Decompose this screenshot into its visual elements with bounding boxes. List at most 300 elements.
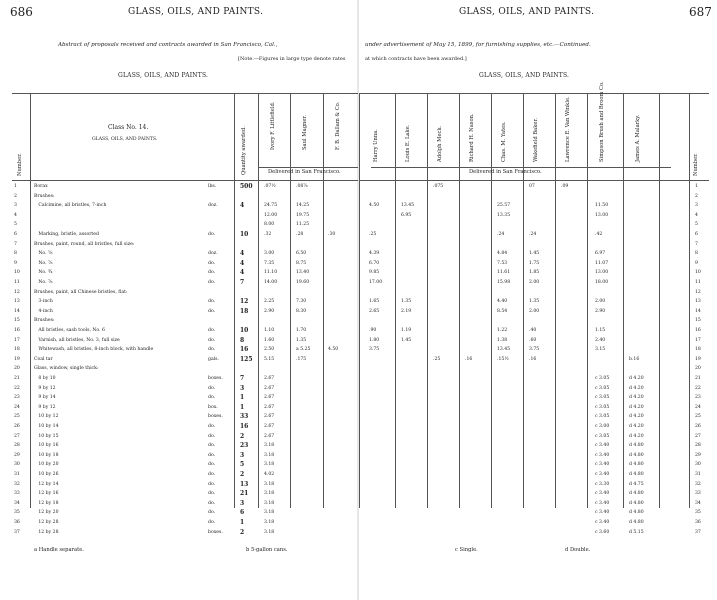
row-quantity: 16 <box>240 346 249 354</box>
row-unit: do. <box>208 443 216 449</box>
row-bid-1: 3.18 <box>264 481 275 487</box>
table-row <box>0 491 358 496</box>
row-bid-2: 1.35 <box>296 337 307 343</box>
row-bid-2: 6.50 <box>296 251 307 257</box>
row-bid: 4.39 <box>369 251 380 257</box>
row-item: 10 by 20 <box>34 462 59 468</box>
row-number: 15 <box>695 318 701 324</box>
row-bid-2: 14.25 <box>296 203 310 209</box>
row-bid: 1.35 <box>529 299 540 305</box>
row-bid: .25 <box>369 232 377 237</box>
row-number: 31 <box>695 472 701 477</box>
table-row <box>0 222 358 227</box>
row-bid-3: 4.50 <box>328 347 339 353</box>
table-row <box>359 309 717 314</box>
row-bid: 17.00 <box>369 280 383 285</box>
row-quantity: 3 <box>240 499 245 507</box>
table-row <box>0 530 358 535</box>
row-number: 27 <box>14 433 20 439</box>
row-quantity: 6 <box>240 509 245 517</box>
row-number: 37 <box>14 529 20 535</box>
row-number: 3 <box>695 203 698 209</box>
row-number: 27 <box>695 433 701 439</box>
table-row <box>359 213 717 218</box>
row-bid: d 4.20 <box>629 414 644 420</box>
row-bid: d 4.80 <box>629 462 644 468</box>
table-row <box>359 482 717 487</box>
row-bid: c 3.40 <box>595 452 610 458</box>
row-bid: .24 <box>529 232 537 237</box>
row-bid: 1.45 <box>401 337 412 343</box>
row-number: 18 <box>695 347 701 353</box>
row-quantity: 5 <box>240 461 245 469</box>
row-bid: .24 <box>497 232 505 237</box>
row-bid: .40 <box>529 328 537 333</box>
table-row <box>359 261 717 266</box>
row-bid: c 3.05 <box>595 395 610 401</box>
row-bid-1: 2.67 <box>264 433 275 439</box>
table-row <box>359 414 717 419</box>
row-number: 26 <box>695 424 701 429</box>
table-row <box>359 453 717 458</box>
right-page <box>359 0 717 600</box>
table-row <box>0 520 358 525</box>
row-unit: do. <box>208 433 216 439</box>
row-unit: do. <box>208 308 216 314</box>
bidder-4: Richard H. Nason. <box>469 113 475 162</box>
subhead: GLASS, OILS, AND PAINTS. <box>479 72 570 79</box>
row-bid: d 4.80 <box>629 491 644 497</box>
table-row <box>359 366 717 371</box>
row-number: 35 <box>695 510 701 516</box>
row-bid: d 4.20 <box>629 376 644 381</box>
row-unit: do. <box>208 299 216 305</box>
bidder-1: Harry Unna. <box>373 129 379 162</box>
row-item: Brushes, paint, all Chinese bristles, flat: <box>34 289 128 295</box>
row-bid-1: 8.00 <box>264 222 275 228</box>
row-bid-1: 5.15 <box>264 356 275 362</box>
row-unit: do. <box>208 347 216 353</box>
table-row <box>0 299 358 304</box>
row-bid: 2.90 <box>595 308 606 314</box>
row-number: 17 <box>695 337 701 343</box>
row-bid-1: 2.67 <box>264 385 275 391</box>
row-number: 20 <box>695 366 701 372</box>
bidder-8: Simpson Brush and Broom Co. <box>599 81 605 162</box>
row-bid: d 4.80 <box>629 520 644 525</box>
row-bid: .075 <box>433 184 444 189</box>
row-bid: 4.84 <box>497 251 508 257</box>
row-number: 30 <box>14 462 20 468</box>
row-bid-1: 12.00 <box>264 212 278 218</box>
table-row <box>0 472 358 477</box>
row-number: 36 <box>14 520 20 525</box>
row-bid: 13.45 <box>401 203 415 209</box>
row-number: 31 <box>14 472 20 477</box>
row-bid-1: 2.67 <box>264 376 275 381</box>
row-number: 10 <box>695 270 701 276</box>
table-row <box>0 357 358 362</box>
row-number: 29 <box>14 452 20 458</box>
bidder-3: F. B. Dallam & Co. <box>335 101 341 150</box>
page-number: 686 <box>10 5 33 19</box>
row-bid: 2.65 <box>369 308 380 314</box>
row-bid: 3.75 <box>529 347 540 353</box>
row-bid: c 3.40 <box>595 491 610 497</box>
row-bid: c 3.05 <box>595 385 610 391</box>
row-number: 4 <box>14 212 17 218</box>
row-quantity: 10 <box>240 327 249 334</box>
table-row <box>0 309 358 314</box>
row-bid: 1.45 <box>529 251 540 257</box>
row-bid: d 4.20 <box>629 424 644 429</box>
row-quantity: 500 <box>240 183 253 190</box>
row-quantity: 16 <box>240 423 249 430</box>
table-row <box>359 395 717 400</box>
row-item: Whitewash, all bristles, 8-inch block, with handle <box>34 347 154 353</box>
row-number: 32 <box>14 481 20 487</box>
row-bid-2: 19.75 <box>296 212 310 218</box>
row-bid: 6.95 <box>401 212 412 218</box>
bidder-7: Lawrence E. Van Winkle. <box>565 96 571 162</box>
row-unit: do. <box>208 328 216 333</box>
row-number: 20 <box>14 366 20 372</box>
row-bid: d 4.75 <box>629 481 644 487</box>
row-quantity: 7 <box>240 279 245 286</box>
table-row <box>359 299 717 304</box>
table-row <box>0 194 358 199</box>
row-bid: 1.19 <box>401 328 412 333</box>
row-bid-1: 3.18 <box>264 529 275 535</box>
row-bid-1: 2.90 <box>264 308 275 314</box>
row-bid-1: 2.67 <box>264 424 275 429</box>
row-bid: 2.40 <box>595 337 606 343</box>
row-number: 17 <box>14 337 20 343</box>
table-row <box>359 232 717 237</box>
row-bid-3: .30 <box>328 232 336 237</box>
col-quantity: Quantity awarded. <box>241 126 247 175</box>
row-number: 1 <box>695 184 698 189</box>
row-item: 9 by 12 <box>34 385 56 391</box>
row-bid-1: 2.67 <box>264 414 275 420</box>
row-number: 15 <box>14 318 20 324</box>
row-bid: c 3.05 <box>595 404 610 410</box>
caption: under advertisement of May 15, 1899, for furnishing supplies, etc.—Continued. <box>365 42 591 48</box>
row-number: 26 <box>14 424 20 429</box>
row-bid: 11.07 <box>595 260 609 266</box>
col-number: Number. <box>17 153 23 176</box>
row-bid-1: 11.10 <box>264 270 278 276</box>
row-bid: 15.98 <box>497 280 511 285</box>
row-item: 10 by 16 <box>34 443 59 449</box>
row-number: 35 <box>14 510 20 516</box>
row-bid: 2.00 <box>595 299 606 305</box>
table-row <box>359 472 717 477</box>
row-bid: 07 <box>529 184 535 189</box>
row-quantity: 18 <box>240 307 249 315</box>
row-number: 12 <box>14 289 20 295</box>
row-number: 8 <box>14 251 17 257</box>
row-bid-1: 3.18 <box>264 500 275 506</box>
row-number: 34 <box>695 500 701 506</box>
table-row <box>359 194 717 199</box>
row-bid: .16 <box>465 356 473 362</box>
table-row <box>359 501 717 506</box>
table-row <box>0 424 358 429</box>
row-item: Calcimine, all bristles, 7-inch <box>34 203 107 209</box>
row-item: Glass, window, single thick: <box>34 366 99 372</box>
row-bid: 6.97 <box>595 251 606 257</box>
table-row <box>0 482 358 487</box>
row-number: 11 <box>14 280 20 285</box>
class-title: Class No. 14. <box>108 124 149 131</box>
row-quantity: 2 <box>240 432 245 440</box>
table-row <box>0 376 358 381</box>
table-row <box>359 443 717 448</box>
row-unit: do. <box>208 491 216 497</box>
row-unit: do. <box>208 500 216 506</box>
row-number: 32 <box>695 481 701 487</box>
row-unit: do. <box>208 462 216 468</box>
row-bid-2: .175 <box>296 356 307 362</box>
row-item: 12 by 28 <box>34 529 59 535</box>
row-quantity: 7 <box>240 375 245 382</box>
row-bid: d 4.20 <box>629 433 644 439</box>
row-bid-2: 13.40 <box>296 270 310 276</box>
row-item: 12 by 16 <box>34 491 59 497</box>
table-row <box>359 462 717 467</box>
row-bid-1: 3.18 <box>264 491 275 497</box>
row-bid-2: .28 <box>296 232 304 237</box>
row-bid: c 3.00 <box>595 424 610 429</box>
row-item: 12 by 18 <box>34 500 59 506</box>
row-bid-1: 14.00 <box>264 280 278 285</box>
row-bid: d 4.80 <box>629 500 644 506</box>
row-bid: 6.70 <box>369 260 380 266</box>
table-row <box>0 434 358 439</box>
row-item: 9 by 12 <box>34 404 56 410</box>
row-number: 33 <box>695 491 701 497</box>
row-bid: 13.45 <box>497 347 511 353</box>
table-row <box>0 328 358 333</box>
row-number: 2 <box>14 193 17 199</box>
bidder-9: James A. Malarky. <box>635 114 641 162</box>
row-item: No. ¾ <box>34 270 53 276</box>
row-bid: .42 <box>595 232 603 237</box>
row-unit: do. <box>208 510 216 516</box>
row-quantity: 13 <box>240 480 249 488</box>
row-bid-1: 2.25 <box>264 299 275 305</box>
table-row <box>359 290 717 295</box>
table-row <box>359 530 717 535</box>
row-bid-1: 7.35 <box>264 260 275 266</box>
row-number: 12 <box>695 289 701 295</box>
row-bid-1: 1.60 <box>264 337 275 343</box>
row-unit: do. <box>208 424 216 429</box>
row-bid-1: 3.18 <box>264 510 275 516</box>
row-bid: .09 <box>561 184 569 189</box>
table-row <box>0 395 358 400</box>
table-row <box>359 405 717 410</box>
row-quantity: 33 <box>240 413 249 421</box>
row-bid: c 3.40 <box>595 472 610 477</box>
row-bid-2: 8.75 <box>296 260 307 266</box>
table-row <box>0 347 358 352</box>
row-bid: 1.22 <box>497 328 508 333</box>
row-bid: d 4.80 <box>629 452 644 458</box>
row-number: 34 <box>14 500 20 506</box>
row-bid: c 3.40 <box>595 510 610 516</box>
table-row <box>0 290 358 295</box>
table-top-rule <box>12 93 358 94</box>
row-number: 23 <box>695 395 701 401</box>
table-row <box>0 462 358 467</box>
row-number: 1 <box>14 184 17 189</box>
row-number: 28 <box>14 443 20 449</box>
row-bid-2: 19.60 <box>296 280 310 285</box>
row-quantity: 125 <box>240 355 253 363</box>
row-bid: d 4.20 <box>629 395 644 401</box>
row-number: 25 <box>14 414 20 420</box>
table-row <box>0 453 358 458</box>
row-number: 7 <box>14 241 17 247</box>
row-item: No. ⅞ <box>34 260 53 266</box>
row-bid-1: 2.67 <box>264 395 275 401</box>
row-number: 28 <box>695 443 701 449</box>
row-bid-1: 24.75 <box>264 203 278 209</box>
row-number: 33 <box>14 491 20 497</box>
table-row <box>359 434 717 439</box>
row-quantity: 4 <box>240 202 245 210</box>
row-number: 7 <box>695 241 698 247</box>
table-row <box>0 405 358 410</box>
row-number: 19 <box>695 356 701 362</box>
row-number: 19 <box>14 356 20 362</box>
table-row <box>359 222 717 227</box>
row-unit: gals. <box>208 356 219 362</box>
row-bid: 13.00 <box>595 212 609 218</box>
row-quantity: 4 <box>240 269 245 277</box>
row-unit: boxes. <box>208 529 223 535</box>
row-bid: d 4.80 <box>629 443 644 449</box>
row-bid: 4.50 <box>369 203 380 209</box>
delivered-label: Delivered in San Francisco. <box>268 169 341 175</box>
row-quantity: 1 <box>240 394 245 402</box>
table-row <box>0 261 358 266</box>
row-bid: .16 <box>529 356 537 362</box>
row-unit: do. <box>208 260 216 266</box>
row-bid: d 4.20 <box>629 385 644 391</box>
row-bid: 8.54 <box>497 308 508 314</box>
row-bid: 18.00 <box>595 280 609 285</box>
row-quantity: 10 <box>240 231 249 238</box>
row-quantity: 2 <box>240 471 245 478</box>
row-bid: .25 <box>433 356 441 362</box>
row-quantity: 3 <box>240 451 245 459</box>
row-bid: c 3.40 <box>595 462 610 468</box>
row-bid: 11.61 <box>497 270 511 276</box>
row-bid-2: 8.30 <box>296 308 307 314</box>
table-row <box>359 242 717 247</box>
row-number: 29 <box>695 452 701 458</box>
row-bid-1: 3.18 <box>264 452 275 458</box>
row-bid: d 4.80 <box>629 472 644 477</box>
row-unit: do. <box>208 452 216 458</box>
row-bid: c 3.05 <box>595 433 610 439</box>
row-bid: c 3.40 <box>595 520 610 525</box>
row-number: 9 <box>695 260 698 266</box>
running-head: GLASS, OILS, AND PAINTS. <box>128 7 264 17</box>
row-bid: 11.50 <box>595 203 609 209</box>
table-row <box>359 251 717 256</box>
row-bid: 1.75 <box>529 260 540 266</box>
row-quantity: 1 <box>240 519 245 526</box>
row-bid-2: 1.70 <box>296 328 307 333</box>
row-item: No. ⅝ <box>34 251 53 257</box>
row-unit: boxes. <box>208 376 223 381</box>
table-row <box>359 347 717 352</box>
row-number: 5 <box>14 222 17 228</box>
footnote-a: a Handle separate. <box>34 547 84 553</box>
caption: Abstract of proposals received and contracts awarded in San Francisco, Cal., <box>58 42 278 48</box>
row-unit: do. <box>208 472 216 477</box>
row-number: 5 <box>695 222 698 228</box>
row-unit: lbs. <box>208 184 217 189</box>
delivered-rule <box>258 167 358 168</box>
row-number: 8 <box>695 251 698 257</box>
table-row <box>0 366 358 371</box>
table-row <box>359 270 717 275</box>
row-bid: d 5.15 <box>629 529 644 535</box>
row-bid: 1.35 <box>401 299 412 305</box>
row-quantity: 4 <box>240 259 245 267</box>
row-bid: b.16 <box>629 356 640 362</box>
bidder-1: Ivory F. Littlefield. <box>270 101 276 150</box>
row-item: All bristles, sash tools, No. 6 <box>34 328 105 333</box>
row-quantity: 1 <box>240 403 245 411</box>
footnote-b: b 5-gallon cans. <box>246 547 288 553</box>
row-item: 10 by 18 <box>34 452 59 458</box>
row-unit: do. <box>208 280 216 285</box>
table-row <box>0 280 358 285</box>
row-number: 30 <box>695 462 701 468</box>
row-item: Coal tar <box>34 356 53 362</box>
row-item: No. ⅞ <box>34 280 53 285</box>
row-bid: 2.00 <box>529 308 540 314</box>
row-number: 21 <box>695 376 701 381</box>
row-bid: 25.57 <box>497 203 511 209</box>
row-unit: do. <box>208 520 216 525</box>
table-row <box>359 338 717 343</box>
row-bid: c 3.05 <box>595 414 610 420</box>
row-item: 8 by 10 <box>34 376 56 381</box>
row-number: 6 <box>14 232 17 237</box>
row-number: 16 <box>14 328 20 333</box>
row-quantity: 4 <box>240 250 245 258</box>
table-row <box>0 414 358 419</box>
row-number: 25 <box>695 414 701 420</box>
row-bid: .90 <box>369 328 377 333</box>
row-quantity: 8 <box>240 336 245 344</box>
row-quantity: 3 <box>240 384 245 392</box>
table-row <box>0 443 358 448</box>
bidder-2: Saul Magner. <box>302 115 308 150</box>
row-bid: 13.00 <box>595 270 609 276</box>
bidder-6: Wakefield Baker. <box>533 117 539 162</box>
row-bid: 1.38 <box>497 337 508 343</box>
table-row <box>0 232 358 237</box>
row-number: 13 <box>695 299 701 305</box>
